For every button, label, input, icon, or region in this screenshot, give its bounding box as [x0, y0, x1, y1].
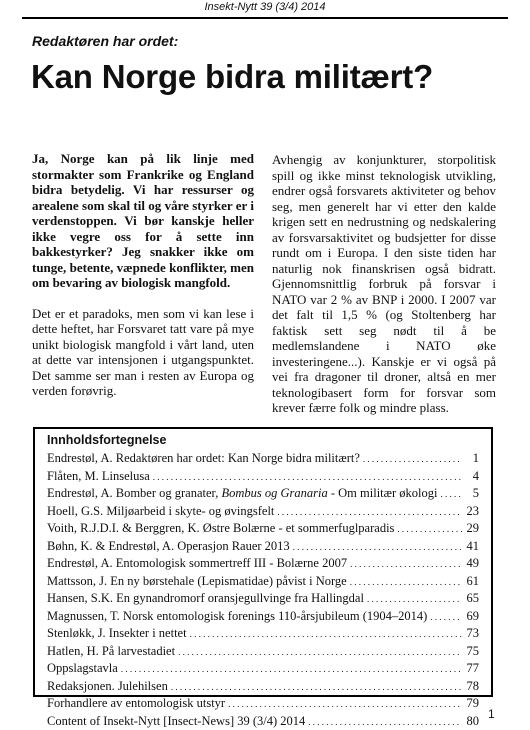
toc-entry: [47, 608, 479, 626]
toc-entry: [47, 713, 479, 730]
toc-entry-text: Stenløkk, J. Insekter i nettet: [47, 625, 187, 642]
toc-entry-text: [47, 485, 437, 502]
toc-dot-leader: [293, 538, 462, 556]
toc-dot-leader: [190, 625, 462, 643]
toc-entry-page: 1: [465, 450, 479, 467]
toc-entry: [47, 590, 479, 608]
toc-entry-page: 79: [465, 695, 479, 712]
toc-entry: [47, 660, 479, 678]
toc-entry: [47, 538, 479, 556]
article-title: Kan Norge bidra militært?: [31, 57, 433, 97]
toc-entry-text: Hansen, S.K. En gynandromorf oransjegullvinge fra Hallingdal: [47, 590, 364, 607]
toc-entry-text: Content of Insekt-Nytt [Insect-News] 39 (3/4) 2014: [47, 713, 305, 730]
toc-entry-text-after: - Om militær økologi: [328, 486, 438, 500]
toc-entry-page: 75: [465, 643, 479, 660]
toc-entry-text: Hatlen, H. På larvestadiet: [47, 643, 175, 660]
article-kicker: Redaktøren har ordet:: [32, 33, 178, 49]
toc-entry-text: Flåten, M. Linselusa: [47, 468, 150, 485]
toc-entry: [47, 468, 479, 486]
toc-entry-text-before: Endrestøl, A. Bomber og granater,: [47, 486, 221, 500]
body-paragraph-2: Avhengig av konjunkturer, storpolitisk spill og ikke minst teknologisk utvikling, endrer også forsvarets aktiviteter og behov seg, men generelt har vi etter den kalde krigen sett en nedrustning og nedskalering av forsvarsaktivitet og budsjetter for disse rundt om i Europa. I den siste tiden har naturlig nok finanskrisen også bidratt. Gjennomsnittlig forbruk på forsvar i NATO var 2 % av BNP i 2000. I 2007 var det falt til 1,5 % (og Stoltenberg har faktisk sett seg nødt til å be medlemslandene i NATO øke investeringene...). Kanskje er vi også på vei fra dragoner til droner, altså en mer teknologibasert form for forsvar som krever færre folk og mindre plass.: [272, 152, 496, 416]
toc-entry-page: 77: [465, 660, 479, 677]
toc-entry: [47, 625, 479, 643]
toc-entry: [47, 678, 479, 696]
toc-dot-leader: [171, 678, 462, 696]
toc-entry-text: Magnussen, T. Norsk entomologisk forenings 110-årsjubileum (1904–2014): [47, 608, 427, 625]
toc-entry-page: 4: [465, 468, 479, 485]
toc-dot-leader: [363, 450, 462, 468]
toc-entry-text: Mattsson, J. En ny børstehale (Lepismatidae) påvist i Norge: [47, 573, 347, 590]
toc-entry-text-italic: Bombus og Granaria: [221, 486, 327, 500]
toc-dot-leader: [121, 660, 462, 678]
toc-dot-leader: [397, 520, 462, 538]
body-paragraph-1: Det er et paradoks, men som vi kan lese i dette heftet, har Forsvaret tatt vare på mye unikt biologisk mangfold i vårt land, uten at dette var intensjonen i utgangspunktet. Det samme ser man i resten av Europa og verden forøvrig.: [32, 306, 254, 399]
toc-title: Innholdsfortegnelse: [47, 432, 479, 449]
toc-entry-page: 23: [465, 503, 479, 520]
toc-entry-page: 73: [465, 625, 479, 642]
toc-entry: [47, 450, 479, 468]
toc-entry-text: Redaksjonen. Julehilsen: [47, 678, 168, 695]
toc-dot-leader: [153, 468, 462, 486]
toc-entry-text: Bøhn, K. & Endrestøl, A. Operasjon Rauer 2013: [47, 538, 290, 555]
toc-entry-text: Endrestøl, A. Redaktøren har ordet: Kan Norge bidra militært?: [47, 450, 360, 467]
toc-dot-leader: [277, 503, 462, 521]
toc-entry-text: Oppslagstavla: [47, 660, 118, 677]
toc-entry: [47, 555, 479, 573]
left-column: [32, 151, 254, 399]
toc-entry-text: Voith, R.J.D.I. & Berggren, K. Østre Bolærne - et sommerfuglparadis: [47, 520, 394, 537]
toc-dot-leader: [308, 713, 462, 730]
toc-dot-leader: [350, 555, 462, 573]
toc-entry-text: Forhandlere av entomologisk utstyr: [47, 695, 225, 712]
toc-entry: [47, 503, 479, 521]
toc-entry-page: 29: [465, 520, 479, 537]
table-of-contents: [33, 427, 493, 697]
toc-dot-leader: [440, 485, 462, 503]
running-head: Insekt-Nytt 39 (3/4) 2014: [0, 0, 530, 22]
toc-entry-page: 5: [465, 485, 479, 502]
toc-entry-page: 80: [465, 713, 479, 730]
toc-dot-leader: [430, 608, 462, 626]
toc-dot-leader: [350, 573, 462, 591]
toc-entry-page: 65: [465, 590, 479, 607]
toc-entry: [47, 520, 479, 538]
lead-paragraph: Ja, Norge kan på lik linje med stormakter som Frankrike og England bidra betydelig. Vi har ressurser og arealene som skal til og våre styrker er i verdenstoppen. Vi bør kanskje heller ikke vegre oss for å sette inn bakkestyrker? Jeg snakker ikke om tunge, betente, væpnede konflikter, men om bevaring av biologisk mangfold.: [32, 151, 254, 291]
toc-dot-leader: [228, 695, 462, 713]
toc-list: [47, 450, 479, 730]
toc-entry-text: Hoell, G.S. Miljøarbeid i skyte- og øvingsfelt: [47, 503, 274, 520]
right-column: [272, 152, 496, 416]
toc-entry-page: 61: [465, 573, 479, 590]
toc-entry-page: 49: [465, 555, 479, 572]
toc-entry: [47, 485, 479, 503]
toc-entry-page: 41: [465, 538, 479, 555]
toc-entry: [47, 643, 479, 661]
toc-entry-page: 69: [465, 608, 479, 625]
toc-entry-text: Endrestøl, A. Entomologisk sommertreff III - Bolærne 2007: [47, 555, 347, 572]
header-rule: [22, 17, 508, 19]
toc-entry-page: 78: [465, 678, 479, 695]
toc-entry: [47, 573, 479, 591]
toc-dot-leader: [367, 590, 462, 608]
page-number: 1: [488, 707, 495, 721]
toc-dot-leader: [178, 643, 462, 661]
toc-entry: [47, 695, 479, 713]
